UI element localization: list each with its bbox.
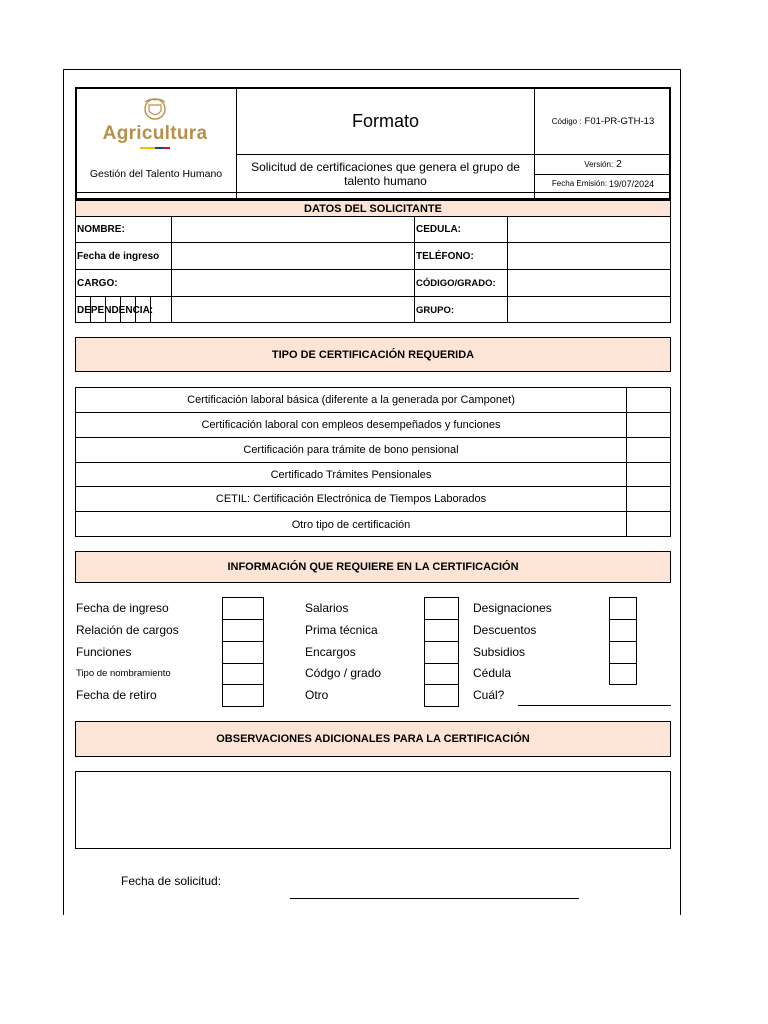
info-option: Encargos [305, 645, 356, 659]
tipo-item: Certificación laboral con empleos desempeñados y funciones [201, 419, 501, 431]
info-option: Códgo / grado [305, 666, 382, 680]
info-checkbox[interactable] [424, 641, 459, 664]
info-checkbox[interactable] [222, 641, 264, 664]
label-nombre: NOMBRE: [77, 224, 125, 235]
info-checkbox[interactable] [222, 684, 264, 707]
fecha-solicitud-line[interactable] [290, 898, 579, 899]
info-option: Fecha de retiro [76, 688, 157, 702]
header-bottom-double [75, 192, 671, 193]
info-checkbox[interactable] [424, 684, 459, 707]
info-option: Descuentos [473, 623, 537, 637]
info-checkbox[interactable] [424, 597, 459, 620]
form-subtitle: Solicitud de certificaciones que genera el grupo de talento humano [251, 159, 520, 188]
input-dependencia[interactable] [172, 297, 414, 323]
input-cedula[interactable] [508, 217, 670, 242]
tipo-item: Otro tipo de certificación [291, 518, 411, 531]
tipo-checkbox[interactable] [627, 487, 670, 511]
tipo-item: CETIL: Certificación Electrónica de Tiempos Laborados [215, 493, 487, 505]
tipo-heading: TIPO DE CERTIFICACIÓN REQUERIDA [75, 337, 671, 372]
info-option: Cédula [473, 666, 512, 680]
tipo-checkbox[interactable] [627, 438, 670, 462]
label-codigo-grado: CÓDIGO/GRADO: [416, 277, 496, 289]
version-value: 2 [616, 159, 622, 170]
info-checkbox[interactable] [222, 597, 264, 620]
date-info [535, 175, 671, 192]
input-cargo[interactable] [172, 270, 414, 296]
department-label: Gestión del Talento Humano [89, 168, 223, 180]
label-dependencia: DEPENDENCIA: [77, 304, 154, 316]
info-option: Tipo de nombramiento [76, 668, 171, 679]
info-option: Funciones [76, 645, 132, 659]
input-codigo-grado[interactable] [508, 270, 670, 296]
input-nombre[interactable] [172, 217, 414, 242]
tipo-checkbox[interactable] [627, 388, 670, 412]
info-option: Relación de cargos [76, 623, 179, 637]
info-option: Otro [305, 688, 329, 702]
fecha-solicitud-label: Fecha de solicitud: [121, 874, 222, 888]
info-option: Fecha de ingreso [76, 601, 169, 615]
info-checkbox[interactable] [609, 641, 637, 664]
code-info [535, 88, 671, 154]
info-checkbox[interactable] [424, 619, 459, 642]
tipo-item: Certificación laboral básica (diferente a la generada por Camponet) [187, 394, 515, 406]
label-fecha-ingreso: Fecha de ingreso [77, 250, 160, 262]
tipo-checkbox[interactable] [627, 463, 670, 486]
tipo-checkbox[interactable] [627, 413, 670, 437]
label-cedula: CEDULA: [416, 224, 461, 235]
coat-of-arms-icon [140, 97, 170, 123]
label-telefono: TELÉFONO: [416, 250, 474, 262]
tipo-item: Certificado Trámites Pensionales [270, 468, 432, 481]
info-option: Subsidios [473, 645, 526, 659]
label-grupo: GRUPO: [416, 304, 454, 316]
info-checkbox[interactable] [222, 619, 264, 642]
info-option: Designaciones [473, 601, 552, 615]
logo-text: Agricultura [102, 123, 208, 144]
code-label: Código : [551, 116, 582, 126]
input-grupo[interactable] [508, 297, 670, 323]
info-checkbox[interactable] [609, 663, 637, 685]
observaciones-heading: OBSERVACIONES ADICIONALES PARA LA CERTIFICACIÓN [75, 721, 671, 757]
info-option: Cuál? [473, 688, 505, 702]
flag-bar [140, 147, 170, 149]
version-info [535, 155, 671, 174]
info-checkbox[interactable] [609, 597, 637, 620]
code-value: F01-PR-GTH-13 [584, 115, 655, 127]
date-value: 19/07/2024 [609, 178, 655, 189]
version-label: Versión: [584, 160, 614, 169]
cual-input-line[interactable] [518, 705, 671, 706]
input-fecha-ingreso[interactable] [172, 243, 414, 269]
logo [85, 94, 225, 152]
form-title: Formato [351, 110, 420, 131]
info-option: Salarios [305, 601, 349, 615]
observaciones-textarea[interactable] [75, 771, 671, 849]
input-telefono[interactable] [508, 243, 670, 269]
tipo-item: Certificación para trámite de bono pensional [243, 444, 459, 456]
info-checkbox[interactable] [222, 663, 264, 685]
info-checkbox[interactable] [424, 663, 459, 685]
tipo-checkbox[interactable] [627, 512, 670, 537]
date-label: Fecha Emisión: [551, 179, 608, 188]
solicitante-heading: DATOS DEL SOLICITANTE [75, 200, 671, 217]
info-option: Prima técnica [305, 623, 378, 637]
info-heading: INFORMACIÓN QUE REQUIERE EN LA CERTIFICACIÓN [75, 551, 671, 583]
label-cargo: CARGO: [77, 277, 118, 289]
info-checkbox[interactable] [609, 619, 637, 642]
